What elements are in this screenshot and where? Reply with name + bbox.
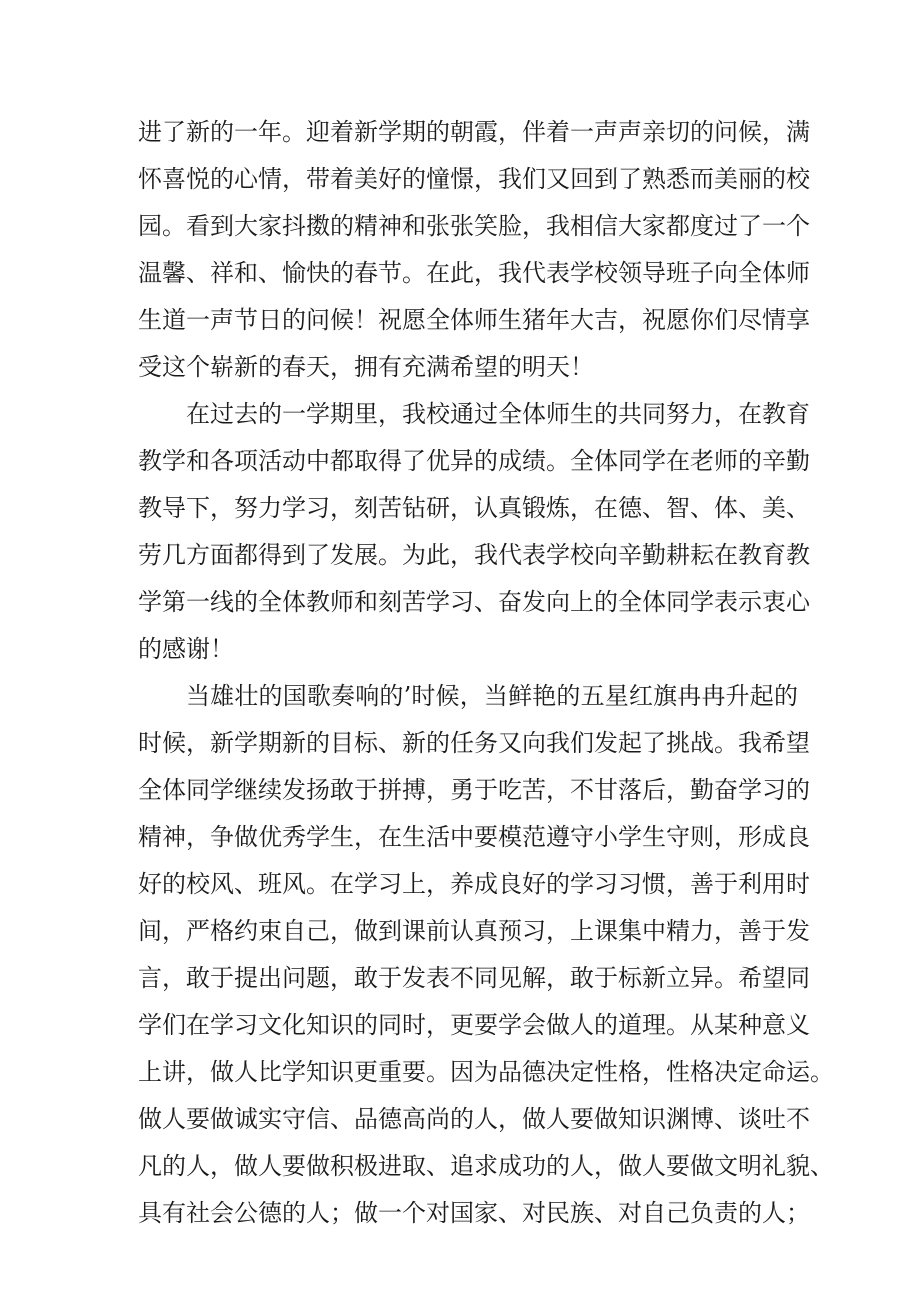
paragraph-3-line-7: 言，敢于提出问题，敢于发表不同见解，敢于标新立异。希望同 (138, 964, 810, 992)
paragraph-1-line-6: 受这个崭新的春天，拥有充满希望的明天！ (138, 353, 594, 381)
paragraph-1-line-2: 怀喜悦的心情，带着美好的憧憬，我们又回到了熟悉而美丽的校 (138, 165, 810, 193)
paragraph-3-line-10: 做人要做诚实守信、品德高尚的人，做人要做知识渊博、谈吐不 (138, 1105, 810, 1133)
paragraph-1-line-3: 园。看到大家抖擞的精神和张张笑脸，我相信大家都度过了一个 (138, 212, 810, 240)
paragraph-3-line-5: 好的校风、班风。在学习上，养成良好的学习习惯，善于利用时 (138, 870, 810, 898)
paragraph-2-line-6: 的感谢！ (138, 635, 234, 663)
paragraph-1-line-1: 进了新的一年。迎着新学期的朝霞，伴着一声声亲切的问候，满 (138, 118, 810, 146)
paragraph-2-line-2: 教学和各项活动中都取得了优异的成绩。全体同学在老师的辛勤 (138, 447, 810, 475)
paragraph-2-line-5: 学第一线的全体教师和刻苦学习、奋发向上的全体同学表示衷心 (138, 588, 810, 616)
paragraph-1-line-4: 温馨、祥和、愉快的春节。在此，我代表学校领导班子向全体师 (138, 259, 810, 287)
paragraph-3-line-3: 全体同学继续发扬敢于拼搏，勇于吃苦，不甘落后，勤奋学习的 (138, 776, 810, 804)
paragraph-3-line-4: 精神，争做优秀学生，在生活中要模范遵守小学生守则，形成良 (138, 823, 810, 851)
paragraph-2-line-1: 在过去的一学期里，我校通过全体师生的共同努力，在教育 (186, 400, 810, 428)
paragraph-1-line-5: 生道一声节日的问候！祝愿全体师生猪年大吉，祝愿你们尽情享 (138, 306, 810, 334)
paragraph-3-line-2: 时候，新学期新的目标、新的任务又向我们发起了挑战。我希望 (138, 729, 810, 757)
paragraph-3-line-6: 间，严格约束自己，做到课前认真预习，上课集中精力，善于发 (138, 917, 810, 945)
paragraph-3-line-12: 具有社会公德的人；做一个对国家、对民族、对自己负责的人； (138, 1199, 810, 1227)
paragraph-2-line-3: 教导下，努力学习，刻苦钻研，认真锻炼，在德、智、体、美、 (138, 494, 810, 522)
paragraph-3-line-9: 上讲，做人比学知识更重要。因为品德决定性格，性格决定命运。 (138, 1058, 834, 1086)
paragraph-3-line-11: 凡的人，做人要做积极进取、追求成功的人，做人要做文明礼貌、 (138, 1152, 834, 1180)
paragraph-2-line-4: 劳几方面都得到了发展。为此，我代表学校向辛勤耕耘在教育教 (138, 541, 810, 569)
paragraph-3-line-8: 学们在学习文化知识的同时，更要学会做人的道理。从某种意义 (138, 1011, 810, 1039)
paragraph-3-line-1: 当雄壮的国歌奏响的’时候，当鲜艳的五星红旗冉冉升起的 (186, 682, 798, 710)
